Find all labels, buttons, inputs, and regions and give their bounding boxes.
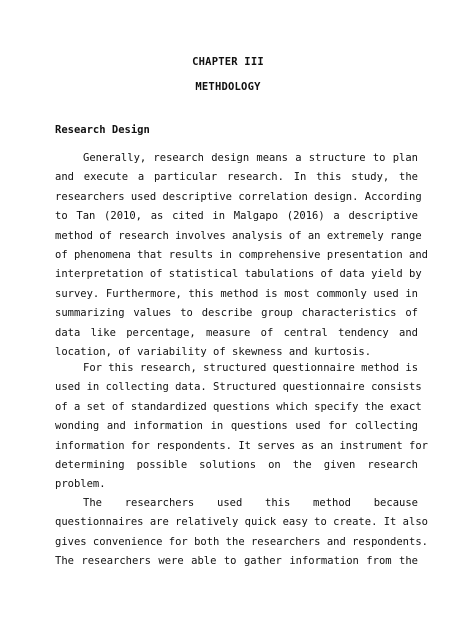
paragraph bbox=[55, 494, 428, 572]
paragraph bbox=[55, 149, 428, 362]
paragraph-line: wonding and information in questions used for collecting bbox=[55, 420, 418, 433]
chapter-title: METHDOLOGY bbox=[195, 81, 261, 93]
paragraph-line: researchers used descriptive correlation design. According bbox=[55, 190, 422, 203]
paragraph-line: data like percentage, measure of central tendency and bbox=[55, 326, 418, 339]
paragraph-line: survey. Furthermore, this method is most commonly used in bbox=[55, 287, 418, 300]
paragraph-line: of a set of standardized questions which specify the exact bbox=[55, 400, 422, 413]
paragraph-line: gives convenience for both the researchers and respondents. bbox=[55, 535, 428, 548]
paragraph-line: The researchers used this method because bbox=[83, 497, 418, 509]
paragraph-line: of phenomena that results in comprehensive presentation and bbox=[55, 248, 428, 261]
paragraph-line: used in collecting data. Structured questionnaire consists bbox=[55, 381, 422, 394]
paragraph-line: determining possible solutions on the given research bbox=[55, 458, 418, 471]
paragraph bbox=[55, 359, 428, 495]
paragraph-line: location, of variability of skewness and kurtosis. bbox=[55, 345, 372, 358]
section-heading: Research Design bbox=[55, 124, 150, 136]
paragraph-line: summarizing values to describe group characteristics of bbox=[55, 307, 418, 320]
paragraph-line: method of research involves analysis of an extremely range bbox=[55, 229, 422, 242]
paragraph-line: For this research, structured questionnaire method is bbox=[83, 362, 419, 374]
paragraph-line: questionnaires are relatively quick easy to create. It also bbox=[55, 516, 428, 529]
paragraph-line: problem. bbox=[55, 478, 106, 491]
paragraph-line: to Tan (2010, as cited in Malgapo (2016) a descriptive bbox=[55, 210, 418, 223]
paragraph-line: information for respondents. It serves as an instrument for bbox=[55, 439, 428, 452]
paragraph-line: Generally, research design means a structure to plan bbox=[83, 152, 418, 164]
chapter-heading: CHAPTER III bbox=[192, 56, 264, 68]
paragraph-line: and execute a particular research. In this study, the bbox=[55, 171, 418, 184]
paragraph-line: The researchers were able to gather information from the bbox=[55, 555, 418, 568]
paragraph-line: interpretation of statistical tabulations of data yield by bbox=[55, 268, 422, 281]
